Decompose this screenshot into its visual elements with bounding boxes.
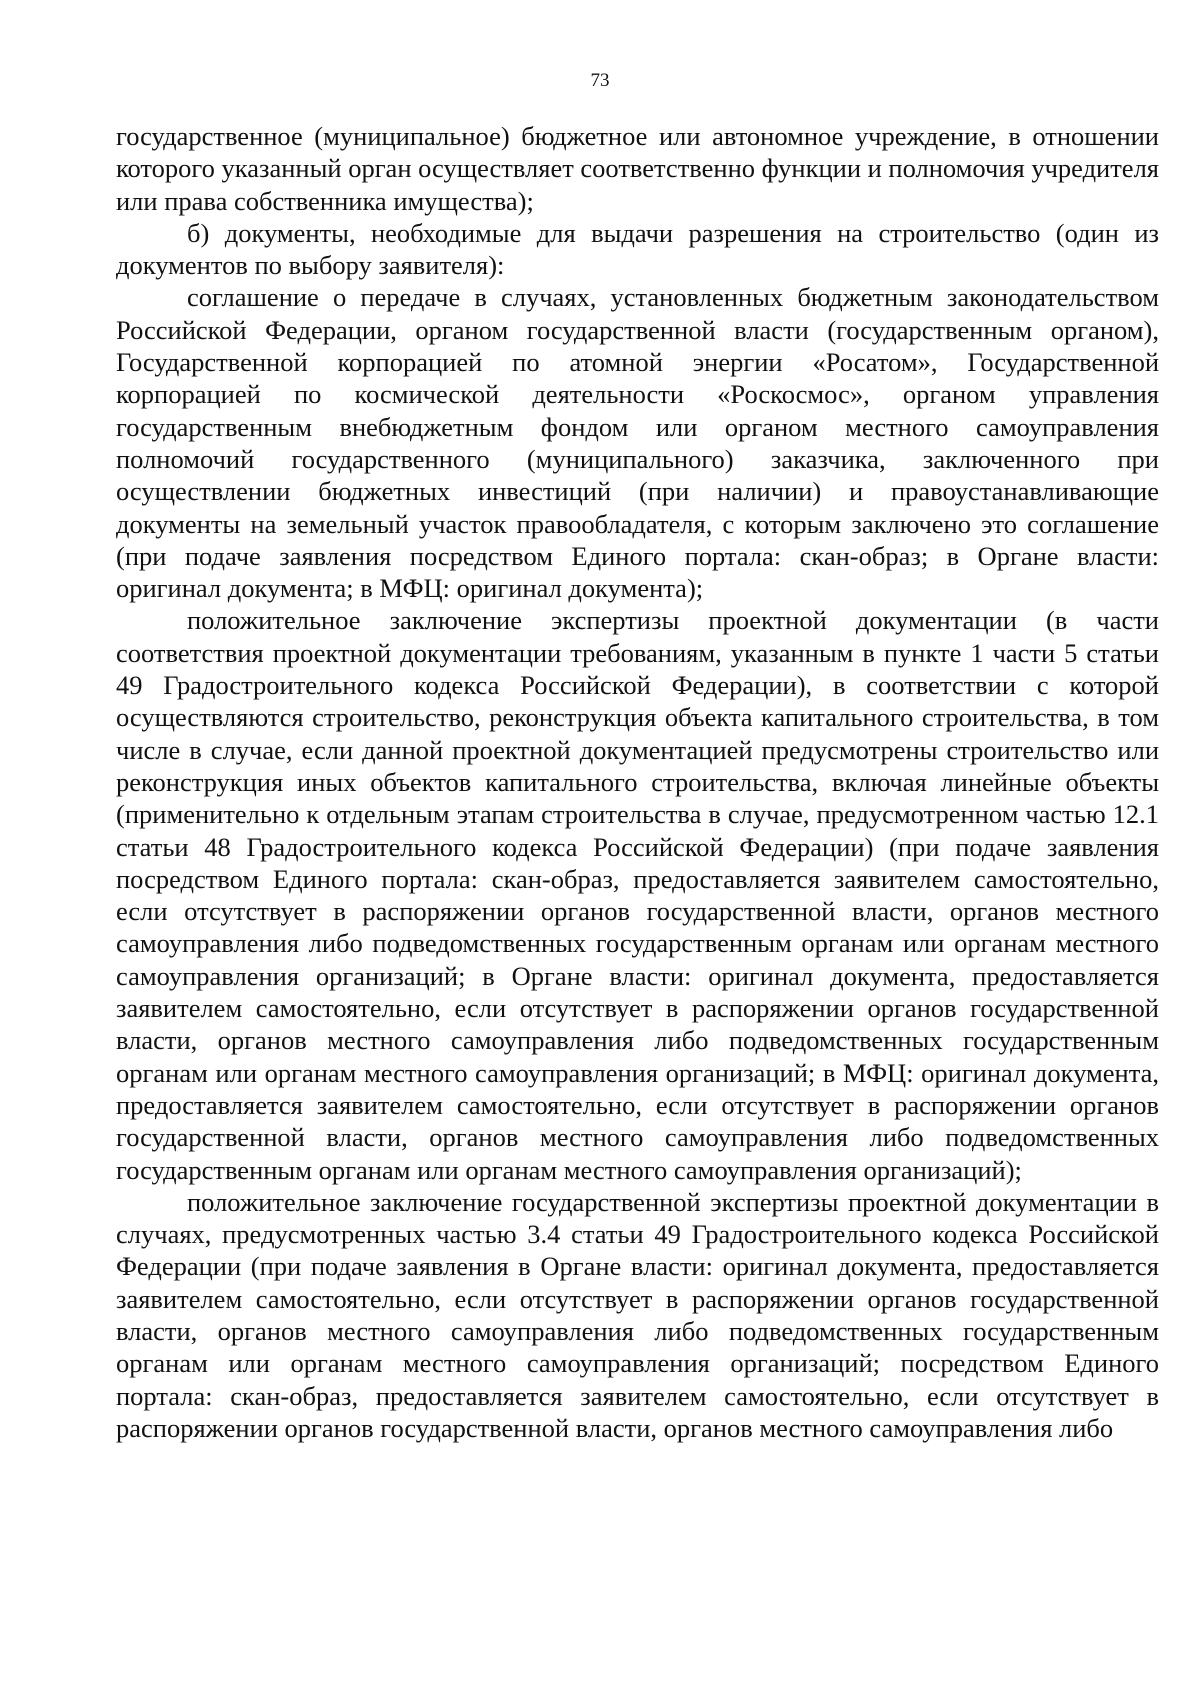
paragraph-2: б) документы, необходимые для выдачи разрешения на строительство (один из документов по выбору заявителя):: [116, 217, 1159, 281]
document-body: [116, 120, 1159, 1444]
paragraph-4: положительное заключение экспертизы проектной документации (в части соответствия проектной документации требованиям, указанным в пункте 1 части 5 статьи 49 Градостроительного кодекса Российской Федерации), в соответствии с которой осуществляются строительство, реконструкция объекта капитального строительства, в том числе в случае, если данной проектной документацией предусмотрены строительство или реконструкция иных объектов капитального строительства, включая линейные объекты (применительно к отдельным этапам строительства в случае, предусмотренном частью 12.1 статьи 48 Градостроительного кодекса Российской Федерации) (при подаче заявления посредством Единого портала: скан-образ, предоставляется заявителем самостоятельно, если отсутствует в распоряжении органов государственной власти, органов местного самоуправления либо подведомственных государственным органам или органам местного самоуправления организаций; в Органе власти: оригинал документа, предоставляется заявителем самостоятельно, если отсутствует в распоряжении органов государственной власти, органов местного самоуправления либо подведомственных государственным органам или органам местного самоуправления организаций; в МФЦ: оригинал документа, предоставляется заявителем самостоятельно, если отсутствует в распоряжении органов государственной власти, органов местного самоуправления либо подведомственных государственным органам или органам местного самоуправления организаций);: [116, 605, 1159, 1185]
paragraph-1: государственное (муниципальное) бюджетное или автономное учреждение, в отношении которого указанный орган осуществляет соответственно функции и полномочия учредителя или права собственника имущества);: [116, 121, 1159, 216]
page-number: 73: [590, 70, 610, 91]
paragraph-3: соглашение о передаче в случаях, установленных бюджетным законодательством Российской Федерации, органом государственной власти (государственным органом), Государственной корпорацией по атомной энергии «Росатом», Государственной корпорацией по космической деятельности «Роскосмос», органом управления государственным внебюджетным фондом или органом местного самоуправления полномочий государственного (муниципального) заказчика, заключенного при осуществлении бюджетных инвестиций (при наличии) и правоустанавливающие документы на земельный участок правообладателя, с которым заключено это соглашение (при подаче заявления посредством Единого портала: скан-образ; в Органе власти: оригинал документа; в МФЦ: оригинал документа);: [116, 282, 1159, 604]
paragraph-5: положительное заключение государственной экспертизы проектной документации в случаях, предусмотренных частью 3.4 статьи 49 Градостроительного кодекса Российской Федерации (при подаче заявления в Органе власти: оригинал документа, предоставляется заявителем самостоятельно, если отсутствует в распоряжении органов государственной власти, органов местного самоуправления либо подведомственных государственным органам или органам местного самоуправления организаций; посредством Единого портала: скан-образ, предоставляется заявителем самостоятельно, если отсутствует в распоряжении органов государственной власти, органов местного самоуправления либо: [116, 1186, 1159, 1443]
